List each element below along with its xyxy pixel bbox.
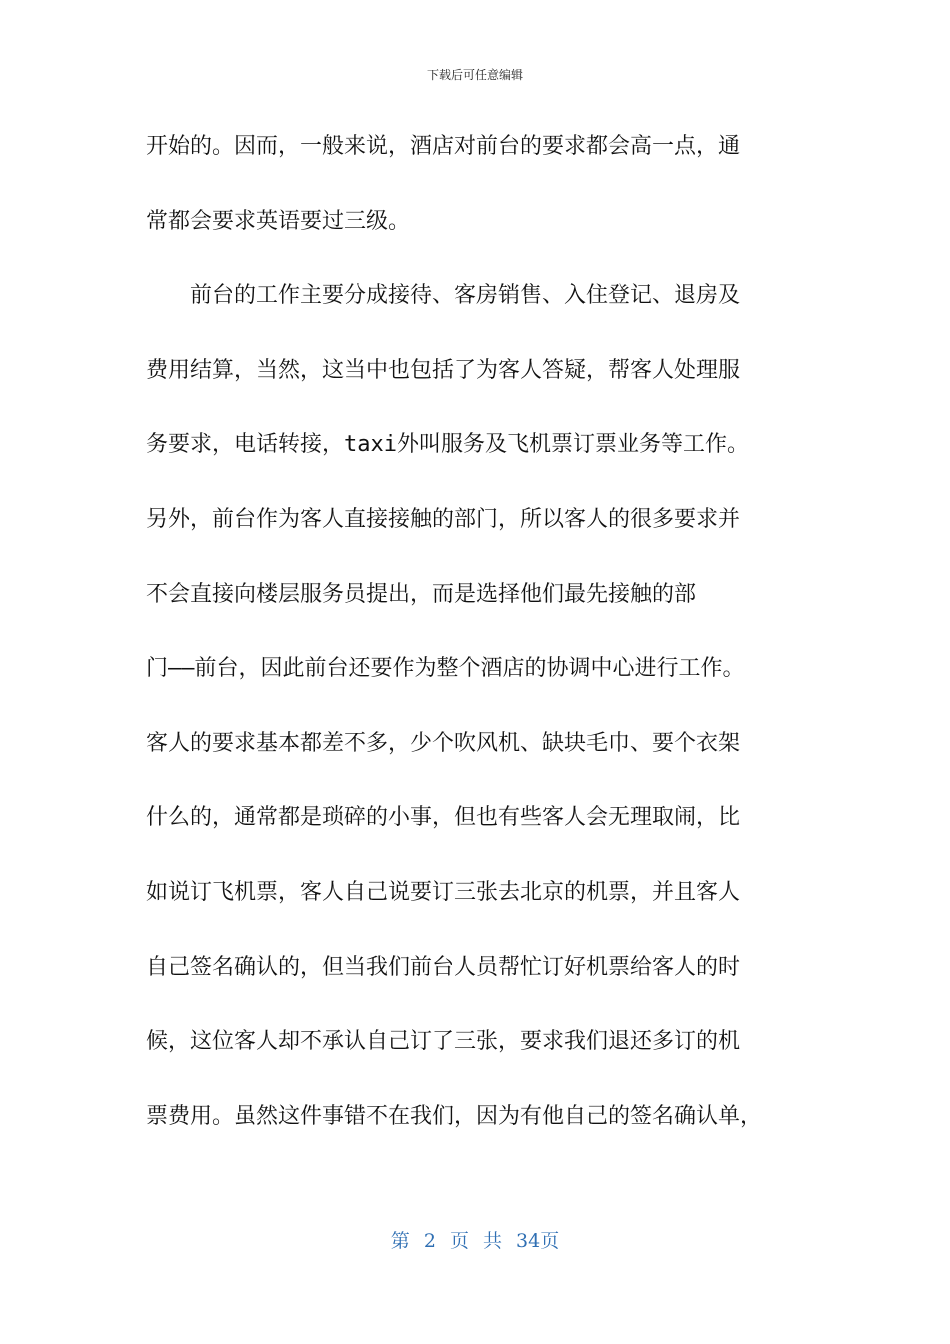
text-line: 候，这位客人却不承认自己订了三张，要求我们退还多订的机 — [146, 1029, 741, 1055]
text-line: 不会直接向楼层服务员提出，而是选择他们最先接触的部 — [146, 581, 697, 607]
text-line: 开始的。因而，一般来说，酒店对前台的要求都会高一点，通 — [146, 134, 741, 159]
text-line: 前台的工作主要分成接待、客房销售、入住登记、退房及 — [146, 283, 741, 309]
text-line: 务要求，电话转接，taxi外叫服务及飞机票订票业务等工作。 — [146, 432, 749, 458]
text-line: 票费用。虽然这件事错不在我们，因为有他自己的签名确认单， — [146, 1103, 763, 1129]
page-header: 下载后可任意编辑 — [426, 68, 523, 82]
text-line: 如说订飞机票，客人自己说要订三张去北京的机票，并且客人 — [146, 879, 741, 905]
text-line: 另外，前台作为客人直接接触的部门，所以客人的很多要求并 — [146, 506, 741, 532]
text-line: 什么的，通常都是琐碎的小事，但也有些客人会无理取闹，比 — [146, 805, 741, 831]
text-line: 门——前台，因此前台还要作为整个酒店的协调中心进行工作。 — [146, 656, 745, 682]
text-line: 常都会要求英语要过三级。 — [146, 208, 411, 234]
text-line: 自己签名确认的，但当我们前台人员帮忙订好机票给客人的时 — [146, 954, 741, 980]
text-line: 费用结算，当然，这当中也包括了为客人答疑，帮客人处理服 — [146, 357, 741, 383]
body-text — [146, 127, 826, 1171]
page-footer: 第 2 页 共 34页 — [390, 1230, 560, 1252]
text-line: 客人的要求基本都差不多，少个吹风机、缺块毛巾、要个衣架 — [146, 730, 741, 756]
